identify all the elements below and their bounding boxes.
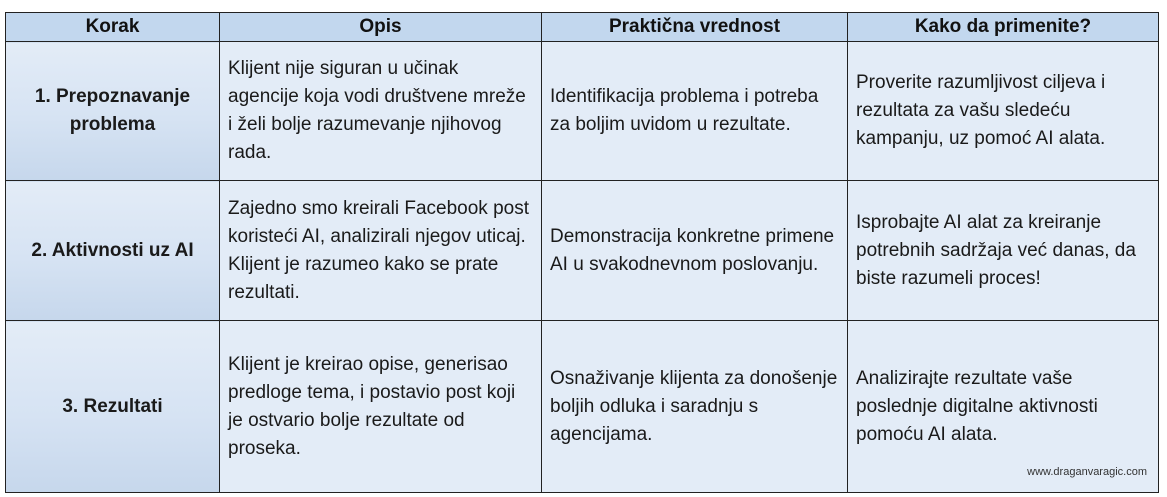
description-cell: Zajedno smo kreirali Facebook post koristeći AI, analizirali njegov uticaj. Klijent je razumeo kako se prate rezultati. xyxy=(220,181,542,321)
table-row xyxy=(6,321,1159,493)
header-kako-da-primenite: Kako da primenite? xyxy=(848,13,1159,42)
header-opis: Opis xyxy=(220,13,542,42)
value-cell: Identifikacija problema i potreba za boljim uvidom u rezultate. xyxy=(542,42,848,181)
step-cell: 3. Rezultati xyxy=(6,321,220,493)
description-cell: Klijent nije siguran u učinak agencije koja vodi društvene mreže i želi bolje razumevanje njihovog rada. xyxy=(220,42,542,181)
apply-cell: Analizirajte rezultate vaše poslednje digitalne aktivnosti pomoću AI alata. xyxy=(848,321,1159,493)
apply-cell: Proverite razumljivost ciljeva i rezultata za vašu sledeću kampanju, uz pomoć AI alata. xyxy=(848,42,1159,181)
apply-cell: Isprobajte AI alat za kreiranje potrebnih sadržaja već danas, da biste razumeli proces! xyxy=(848,181,1159,321)
header-korak: Korak xyxy=(6,13,220,42)
value-cell: Osnaživanje klijenta za donošenje boljih odluka i saradnju s agencijama. xyxy=(542,321,848,493)
process-table xyxy=(5,12,1159,493)
description-cell: Klijent je kreirao opise, generisao predloge tema, i postavio post koji je ostvario bolje rezultate od proseka. xyxy=(220,321,542,493)
watermark-url: www.draganvaragic.com xyxy=(1027,466,1147,478)
step-cell: 2. Aktivnosti uz AI xyxy=(6,181,220,321)
table-row xyxy=(6,42,1159,181)
header-row xyxy=(6,13,1159,42)
header-prakticna-vrednost: Praktična vrednost xyxy=(542,13,848,42)
table-row xyxy=(6,181,1159,321)
value-cell: Demonstracija konkretne primene AI u svakodnevnom poslovanju. xyxy=(542,181,848,321)
step-cell: 1. Prepoznavanje problema xyxy=(6,42,220,181)
